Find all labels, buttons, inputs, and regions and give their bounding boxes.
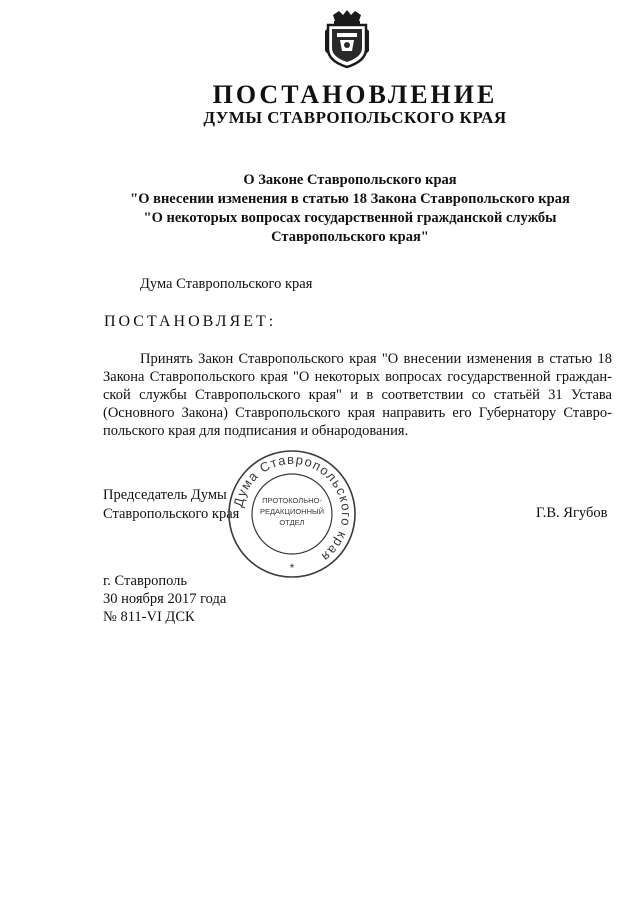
coat-of-arms-icon bbox=[325, 9, 369, 69]
document-footer bbox=[103, 572, 226, 626]
footer-city: г. Ставрополь bbox=[103, 573, 188, 589]
resolution-paragraph: Принять Закон Ставропольского края "О внесении изменения в статью 18 Закона Ставропольского края "О некоторых вопросах государственной гражданской службы Ставропольского края" и в соответствии со статьёй 31 Устава (Основного Закона) Ставропольского края направить его Губернатору Ставропольского края для подписания и обнародования. bbox=[103, 351, 612, 439]
footer-date: 30 ноября 2017 года bbox=[103, 591, 227, 607]
stamp-center-line: ПРОТОКОЛЬНО- bbox=[262, 496, 322, 505]
subject-line: Ставропольского края" bbox=[271, 229, 429, 245]
signatory-title-line: Ставропольского края bbox=[103, 506, 240, 522]
document-subject bbox=[110, 171, 590, 247]
subject-line: "О некоторых вопросах государственной гражданской службы bbox=[143, 210, 557, 226]
signatory-title-line: Председатель Думы bbox=[103, 487, 227, 503]
resolves-heading: ПОСТАНОВЛЯЕТ: bbox=[104, 313, 277, 330]
stamp-center-line: РЕДАКЦИОННЫЙ bbox=[259, 507, 325, 516]
official-stamp bbox=[226, 448, 358, 580]
stamp-center-line: ОТДЕЛ bbox=[279, 518, 305, 527]
signatory-title bbox=[103, 486, 239, 524]
preamble: Дума Ставропольского края bbox=[140, 276, 313, 292]
document-type-title: ПОСТАНОВЛЕНИЕ bbox=[212, 80, 498, 109]
stamp-star: * bbox=[289, 561, 295, 575]
signatory-name: Г.В. Ягубов bbox=[536, 505, 608, 521]
issuer-title: ДУМЫ СТАВРОПОЛЬСКОГО КРАЯ bbox=[203, 108, 507, 127]
subject-line: "О внесении изменения в статью 18 Закона Ставропольского края bbox=[130, 191, 570, 207]
footer-number: № 811-VI ДСК bbox=[103, 609, 195, 625]
stamp-ring-text: Дума Ставропольского края bbox=[230, 451, 355, 566]
subject-line: О Законе Ставропольского края bbox=[243, 172, 457, 188]
